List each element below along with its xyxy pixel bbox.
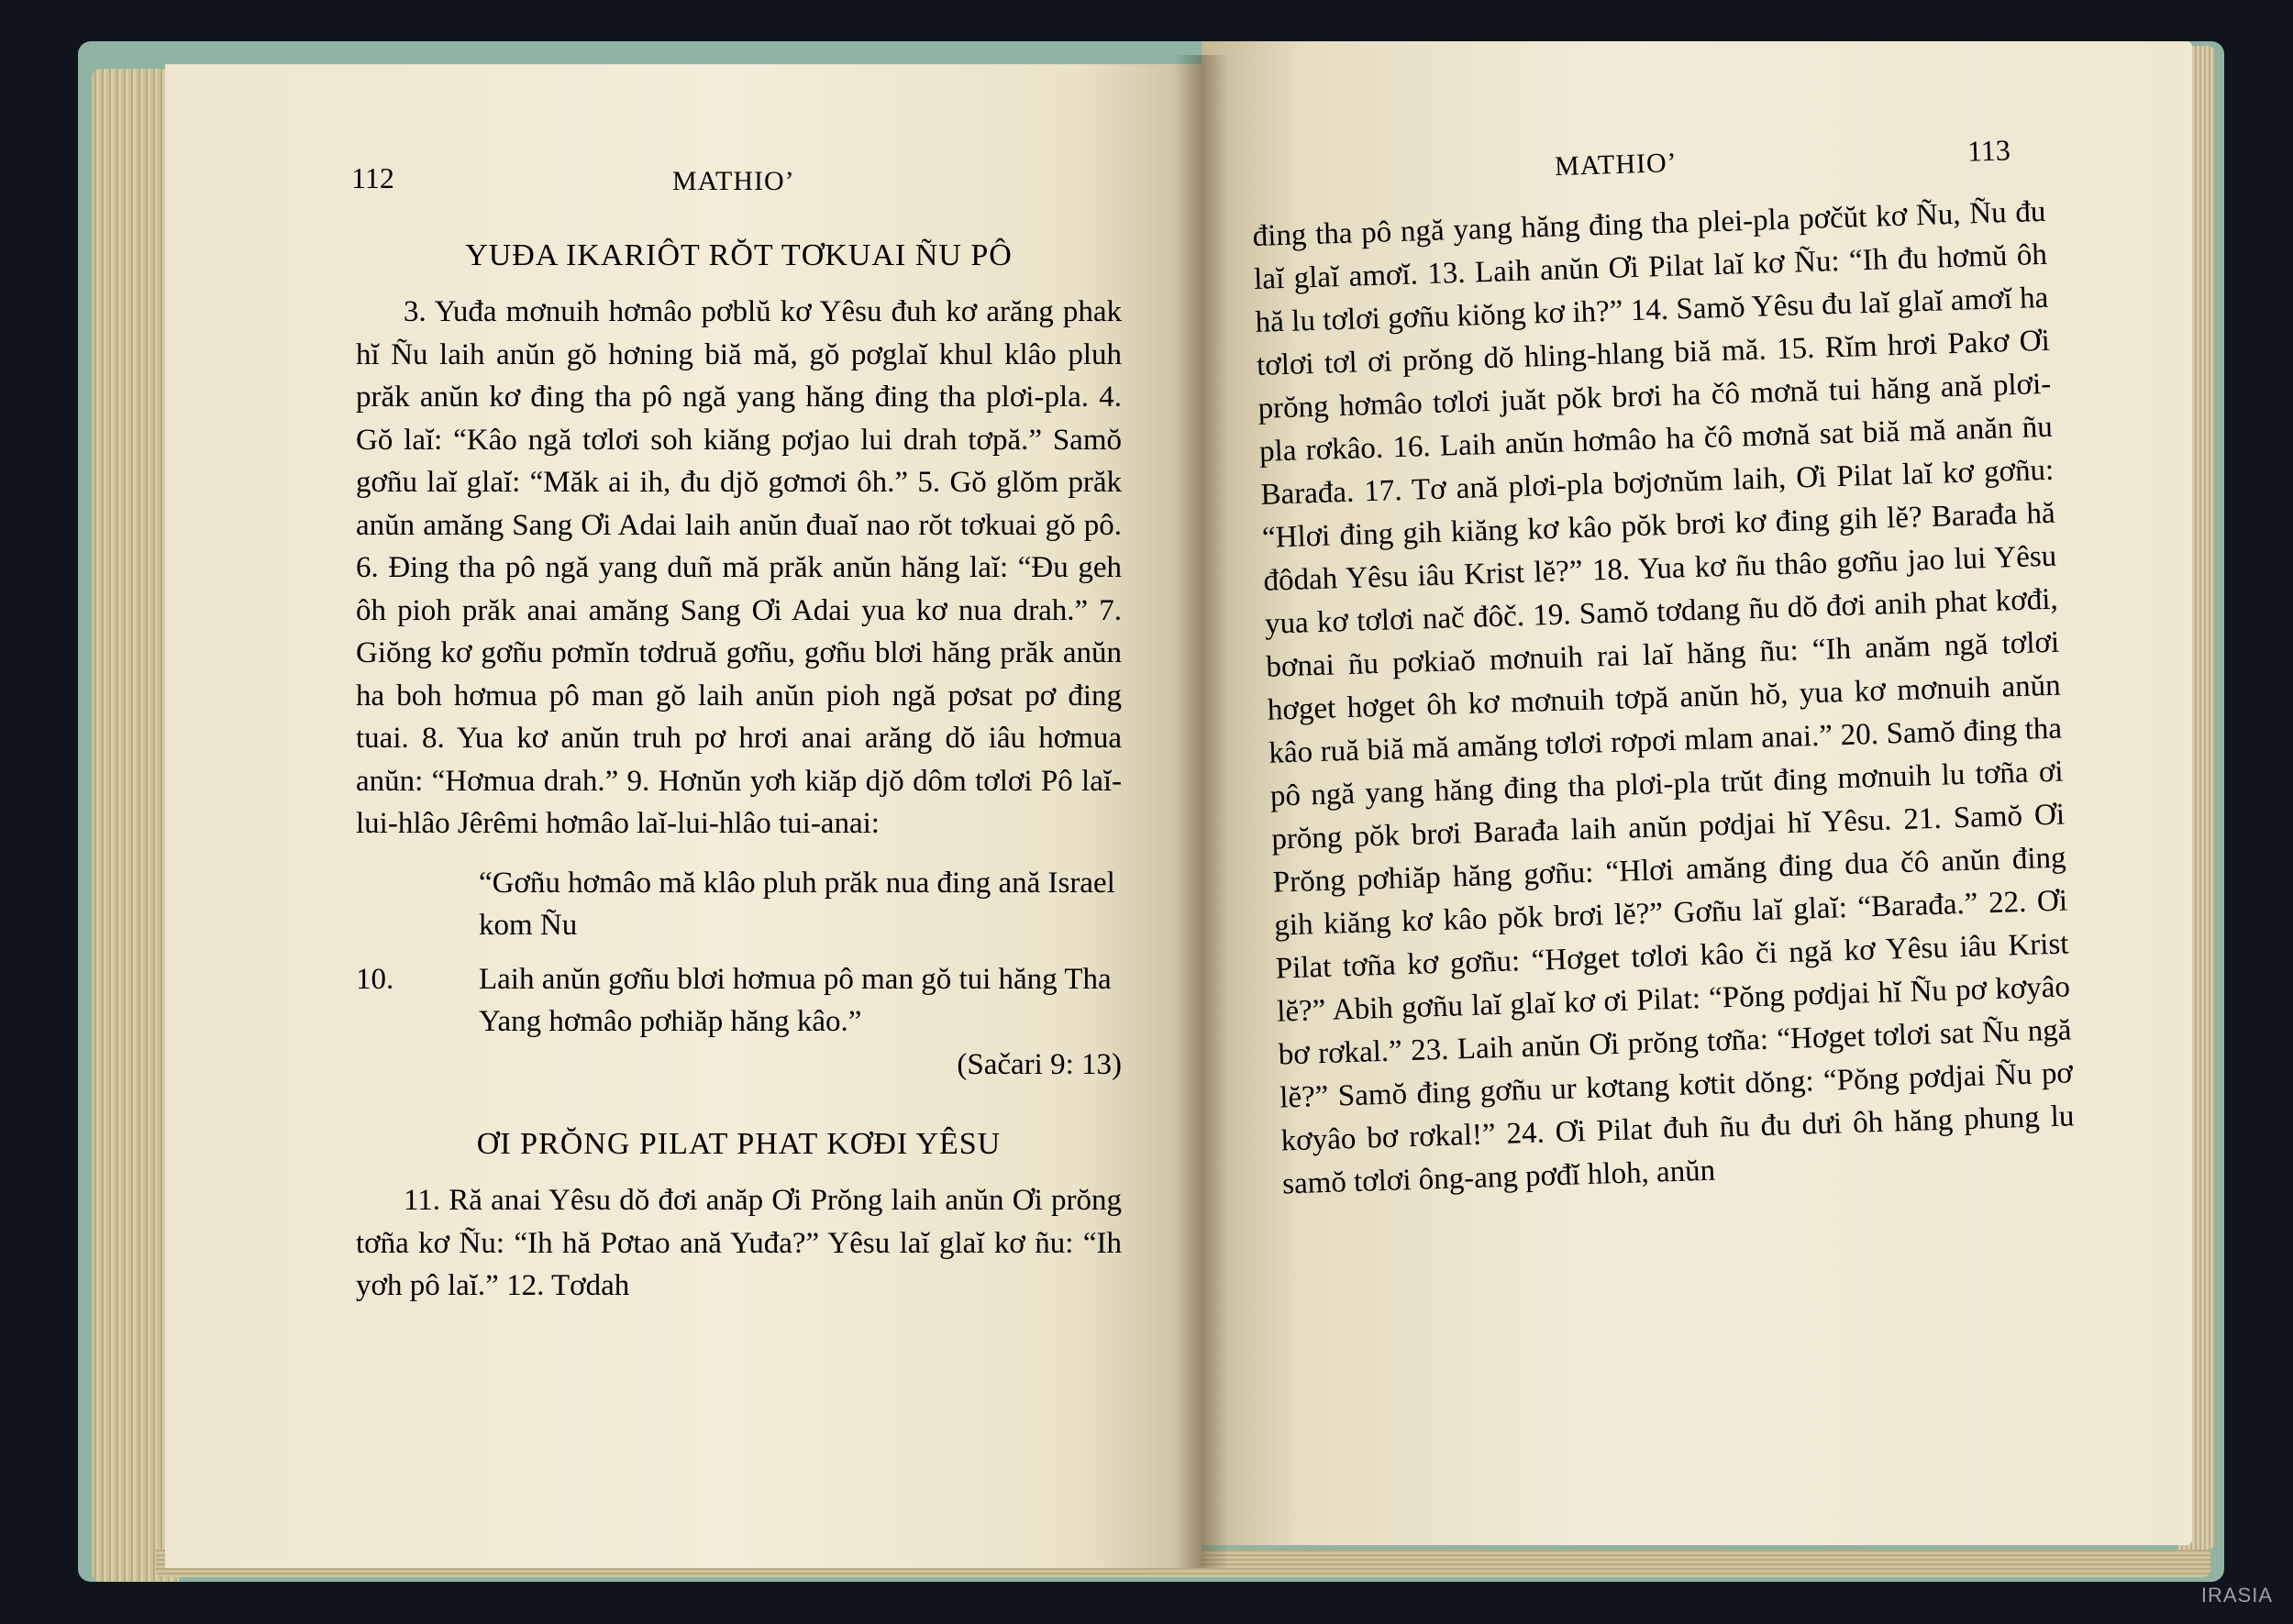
verse-number-10: 10.: [356, 962, 394, 996]
right-running-head: MATHIO’: [1554, 147, 1678, 182]
quote-text-line2: Laih anŭn gơñu blơi hơmua pô man gŏ tui hăng Tha Yang hơmâo pơhiăp hăng kâo.”: [479, 962, 1112, 1038]
left-page-body: [356, 234, 1122, 1308]
quote-citation: (Sačari 9: 13): [957, 1047, 1122, 1081]
paragraph-verses-11-12: 11. Ră anai Yêsu dŏ đơi anăp Ơi Prŏng laih anŭn Ơi prŏng tơña kơ Ñu: “Ih hă Pơtao ană Yuđa?” Yêsu laĭ glaĭ kơ ñu: “Ih yơh pô laĭ.” 12. Tơdah: [356, 1184, 1122, 1302]
irasia-watermark: IRASIA: [2200, 1584, 2273, 1607]
section-heading-pilate: ƠI PRŎNG PILAT PHAT KƠĐI YÊSU: [476, 1127, 1002, 1161]
quote-line: [356, 862, 1122, 947]
left-page-number: 112: [351, 161, 394, 194]
quote-line: [356, 958, 1122, 1044]
paragraph-verses-12-24: đing tha pô ngă yang hăng đing tha plei-pla pơčŭt kơ Ñu, Ñu đu laĭ glaĭ amơĭ. 13. Laih anŭn Ơi Pilat laĭ kơ Ñu: “Ih đu hơmŭ ôh hă lu tơlơi gơñu kiŏng kơ ih?” 14. Samŏ Yêsu đu laĭ glaĭ amơĭ ha tơlơi tơl ơi prŏng dŏ hling-hlang biă mă. 15. Rĭm hrơi Pakơ Ơi prŏng hơmâo tơlơi juăt pŏk brơi ha čô mơnă tui hăng ană plơi-pla rơkâo. 16. Laih anŭn hơmâo ha čô mơnă sat biă mă anăn ñu Barađa. 17. Tơ ană plơi-pla bơjơnŭm laih, Ơi Pilat laĭ kơ gơñu: “Hlơi đing gih kiăng kơ kâo pŏk brơi kơ đing gih lĕ? Barađa hă đôdah Yêsu iâu Krist lĕ?” 18. Yua kơ ñu thâo gơñu jao lui Yêsu yua kơ tơlơi nač đôč. 19. Samŏ tơdang ñu dŏ đơi anih phat kơđi, bơnai ñu pơkiaŏ mơnuih rai laĭ hăng ñu: “Ih anăm ngă tơlơi hơget hơget ôh kơ mơnuih tơpă anŭn hŏ, yua kơ mơnuih anŭn kâo ruă biă mă amăng tơlơi rơpơi mlam anai.” 20. Samŏ đing tha pô ngă yang hăng đing tha plơi-pla trŭt đing mơnuih lu tơña ơi prŏng pŏk brơi Barađa laih anŭn pơdjai hĭ Yêsu. 21. Samŏ Ơi Prŏng pơhiăp hăng gơñu: “Hlơi amăng đing dua čô anŭn đing gih kiăng kơ kâo pŏk brơi lĕ?” Gơñu laĭ glaĭ: “Barađa.” 22. Ơi Pilat tơña kơ gơñu: “Hơget tơlơi kâo či ngă kơ Yêsu iâu Krist lĕ?” Abih gơñu laĭ glaĭ kơ ơi Pilat: “Pŏng pơdjai hĭ Ñu pơ kơyâo bơ rơkal.” 23. Laih anŭn Ơi prŏng tơña: “Hơget tơlơi sat Ñu ngă lĕ?” Samŏ đing gơñu ur kơtang kơtit dŏng: “Pŏng pơdjai Ñu pơ kơyâo bơ rơkal!” 24. Ơi Pilat đuh ñu đu dưi ôh hăng phung lu samŏ tơlơi ông-ang pơđĭ hloh, anŭn: [1252, 194, 2075, 1201]
section-heading-judas: YUĐA IKARIÔT RŎT TƠKUAI ÑU PÔ: [465, 238, 1013, 272]
right-page-number: 113: [1966, 133, 2011, 168]
quote-text-line1: “Gơñu hơmâo mă klâo pluh prăk nua đing ană Israel kom Ñu: [479, 866, 1115, 942]
left-running-head: MATHIO’: [672, 166, 795, 196]
right-page-body: [1252, 191, 2077, 1207]
scripture-quote: [356, 862, 1122, 1087]
paragraph-verses-3-9: 3. Yuđa mơnuih hơmâo pơblŭ kơ Yêsu đuh kơ arăng phak hĭ Ñu laih anŭn gŏ hơning biă mă, gŏ pơglaĭ khul klâo pluh prăk anŭn kơ đing tha pô ngă yang hăng đing tha plơi-pla. 4. Gŏ laĭ: “Kâo ngă tơlơi soh kiăng pơjao lui drah tơpă.” Samŏ gơñu laĭ glaĭ: “Măk ai ih, đu djŏ gơmơi ôh.” 5. Gŏ glŏm prăk anŭn amăng Sang Ơi Adai laih anŭn đuaĭ nao rŏt tơkuai gŏ pô. 6. Đing tha pô ngă yang duñ mă prăk anŭn hăng laĭ: “Đu geh ôh pioh prăk anai amăng Sang Ơi Adai yua kơ nua drah.” 7. Giŏng kơ gơñu pơmĭn tơdruă gơñu, gơñu blơi hăng prăk anŭn ha boh hơmua pô man gŏ laih anŭn pioh ngă pơsat pơ đing tuai. 8. Yua kơ anŭn truh pơ hrơi anai arăng dŏ iâu hơmua anŭn: “Hơmua drah.” 9. Hơnŭn yơh kiăp djŏ dôm tơlơi Pô laĭ-lui-hlâo Jêrêmi hơmâo laĭ-lui-hlâo tui-anai:: [356, 295, 1122, 840]
quote-indent: [356, 862, 479, 947]
book-gutter: [1174, 55, 1229, 1568]
